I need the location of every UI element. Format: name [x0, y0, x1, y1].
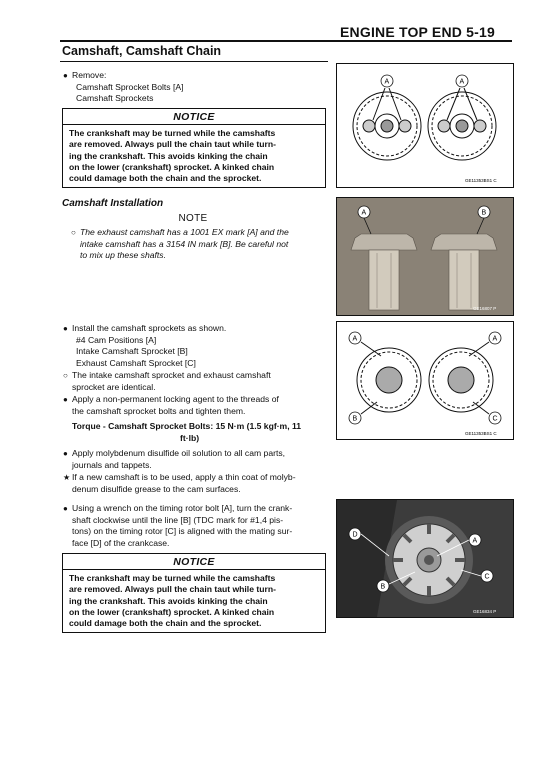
- removal-item: Camshaft Sprockets: [76, 93, 154, 103]
- sprocket-positions-drawing: [337, 322, 513, 439]
- callout-label: B: [481, 209, 487, 217]
- figure-camshaft-marks: [336, 197, 514, 316]
- subsection-heading: Camshaft Installation: [62, 198, 164, 209]
- callout-label: A: [361, 209, 367, 217]
- bullet-icon: ●: [63, 324, 68, 333]
- torque-spec: [72, 421, 328, 444]
- figure-timing-rotor: [336, 499, 514, 618]
- locking-agent-step: [63, 394, 328, 417]
- callout-label: C: [492, 415, 498, 423]
- callout-label: A: [459, 78, 465, 86]
- moly-grease-step: [63, 472, 328, 495]
- callout-label: B: [380, 583, 386, 591]
- section-rule: [60, 61, 328, 62]
- step-line: If a new camshaft is to be used, apply a thin coat of molyb-: [72, 472, 296, 482]
- notice-line: are removed. Always pull the chain taut while turn-: [69, 139, 276, 150]
- callout-label: D: [352, 531, 358, 539]
- header-rule: [60, 40, 512, 42]
- notice-line: are removed. Always pull the chain taut while turn-: [69, 584, 276, 595]
- figure-code: GE16834 P: [473, 609, 497, 614]
- note-line: sprocket are identical.: [72, 381, 156, 392]
- notice-box: [62, 108, 326, 188]
- step-line: shaft clockwise until the line [B] (TDC mark for #1,4 pis-: [72, 514, 284, 525]
- circle-bullet-icon: ○: [71, 228, 76, 237]
- notice-line: The crankshaft may be turned while the camshafts: [69, 573, 276, 583]
- note-line: The intake camshaft sprocket and exhaust camshaft: [72, 370, 271, 380]
- step-line: Using a wrench on the timing rotor bolt [A], turn the crank-: [72, 503, 293, 513]
- figure-code: GE16807 P: [473, 306, 497, 311]
- torque-line: ft·lb): [180, 432, 200, 443]
- step-item: #4 Cam Positions [A]: [76, 334, 157, 345]
- step-line: Apply a non-permanent locking agent to the threads of: [72, 394, 279, 404]
- bullet-icon: ●: [63, 71, 68, 80]
- figure-sprocket-bolts: [336, 63, 514, 188]
- notice-body: [63, 125, 325, 187]
- timing-rotor-drawing: [337, 500, 513, 617]
- figure-code: GE11353BS1 C: [465, 431, 497, 436]
- removal-item: Camshaft Sprocket Bolts [A]: [76, 81, 184, 92]
- notice-heading: NOTICE: [63, 554, 325, 570]
- page-header-title: ENGINE TOP END 5-19: [340, 24, 495, 40]
- removal-label: Remove:: [72, 70, 107, 80]
- note-line: intake camshaft has a 3154 IN mark [B]. Be careful not: [80, 238, 289, 249]
- notice-line: ing the crankshaft. This avoids kinking the chain: [69, 595, 268, 606]
- sprocket-bolts-drawing: [337, 64, 513, 187]
- notice-line: on the lower (crankshaft) sprocket. A kinked chain: [69, 606, 275, 617]
- notice-body: [63, 570, 325, 632]
- removal-step: [63, 70, 327, 105]
- bullet-icon: ●: [63, 395, 68, 404]
- notice-line: could damage both the chain and the sprocket.: [69, 618, 262, 629]
- moly-oil-step: [63, 448, 328, 471]
- step-item: Exhaust Camshaft Sprocket [C]: [76, 357, 196, 368]
- callout-label: C: [484, 573, 490, 581]
- callout-label: A: [472, 537, 478, 545]
- callout-label: A: [384, 78, 390, 86]
- circle-bullet-icon: ○: [63, 371, 68, 380]
- figure-sprocket-positions: [336, 321, 514, 440]
- section-title: Camshaft, Camshaft Chain: [62, 44, 222, 58]
- notice-box: [62, 553, 326, 633]
- callout-label: A: [492, 335, 498, 343]
- note-heading: NOTE: [178, 213, 208, 224]
- notice-line: ing the crankshaft. This avoids kinking the chain: [69, 150, 268, 161]
- bullet-icon: ●: [63, 449, 68, 458]
- star-icon: ★: [63, 473, 71, 482]
- notice-line: on the lower (crankshaft) sprocket. A kinked chain: [69, 161, 275, 172]
- callout-label: B: [352, 415, 358, 423]
- install-sprockets-step: [63, 323, 328, 369]
- callout-label: A: [352, 335, 358, 343]
- step-item: Intake Camshaft Sprocket [B]: [76, 346, 188, 356]
- note-line: to mix up these shafts.: [80, 250, 166, 260]
- notice-heading: NOTICE: [63, 109, 325, 125]
- note-line: The exhaust camshaft has a 1001 EX mark [A] and the: [80, 227, 289, 237]
- identical-note: [63, 370, 328, 393]
- timing-rotor-step: [63, 503, 328, 549]
- camshaft-photo-drawing: [337, 198, 513, 315]
- step-text: Install the camshaft sprockets as shown.: [72, 323, 227, 333]
- step-line: journals and tappets.: [72, 459, 152, 470]
- note-text: [71, 227, 330, 262]
- step-line: denum disulfide grease to the cam surfaces.: [72, 483, 241, 494]
- bullet-icon: ●: [63, 504, 68, 513]
- notice-line: The crankshaft may be turned while the camshafts: [69, 128, 276, 138]
- step-line: Apply molybdenum disulfide oil solution to all cam parts,: [72, 448, 286, 458]
- figure-code: GE11353BS1 C: [465, 178, 497, 183]
- step-line: tons) on the timing rotor [C] is aligned with the mating sur-: [72, 526, 293, 536]
- step-line: face [D] of the crankcase.: [72, 537, 170, 548]
- notice-line: could damage both the chain and the sprocket.: [69, 173, 262, 184]
- torque-line: Torque - Camshaft Sprocket Bolts: 15 N·m (1.5 kgf·m, 11: [72, 421, 302, 431]
- step-line: the camshaft sprocket bolts and tighten them.: [72, 405, 246, 416]
